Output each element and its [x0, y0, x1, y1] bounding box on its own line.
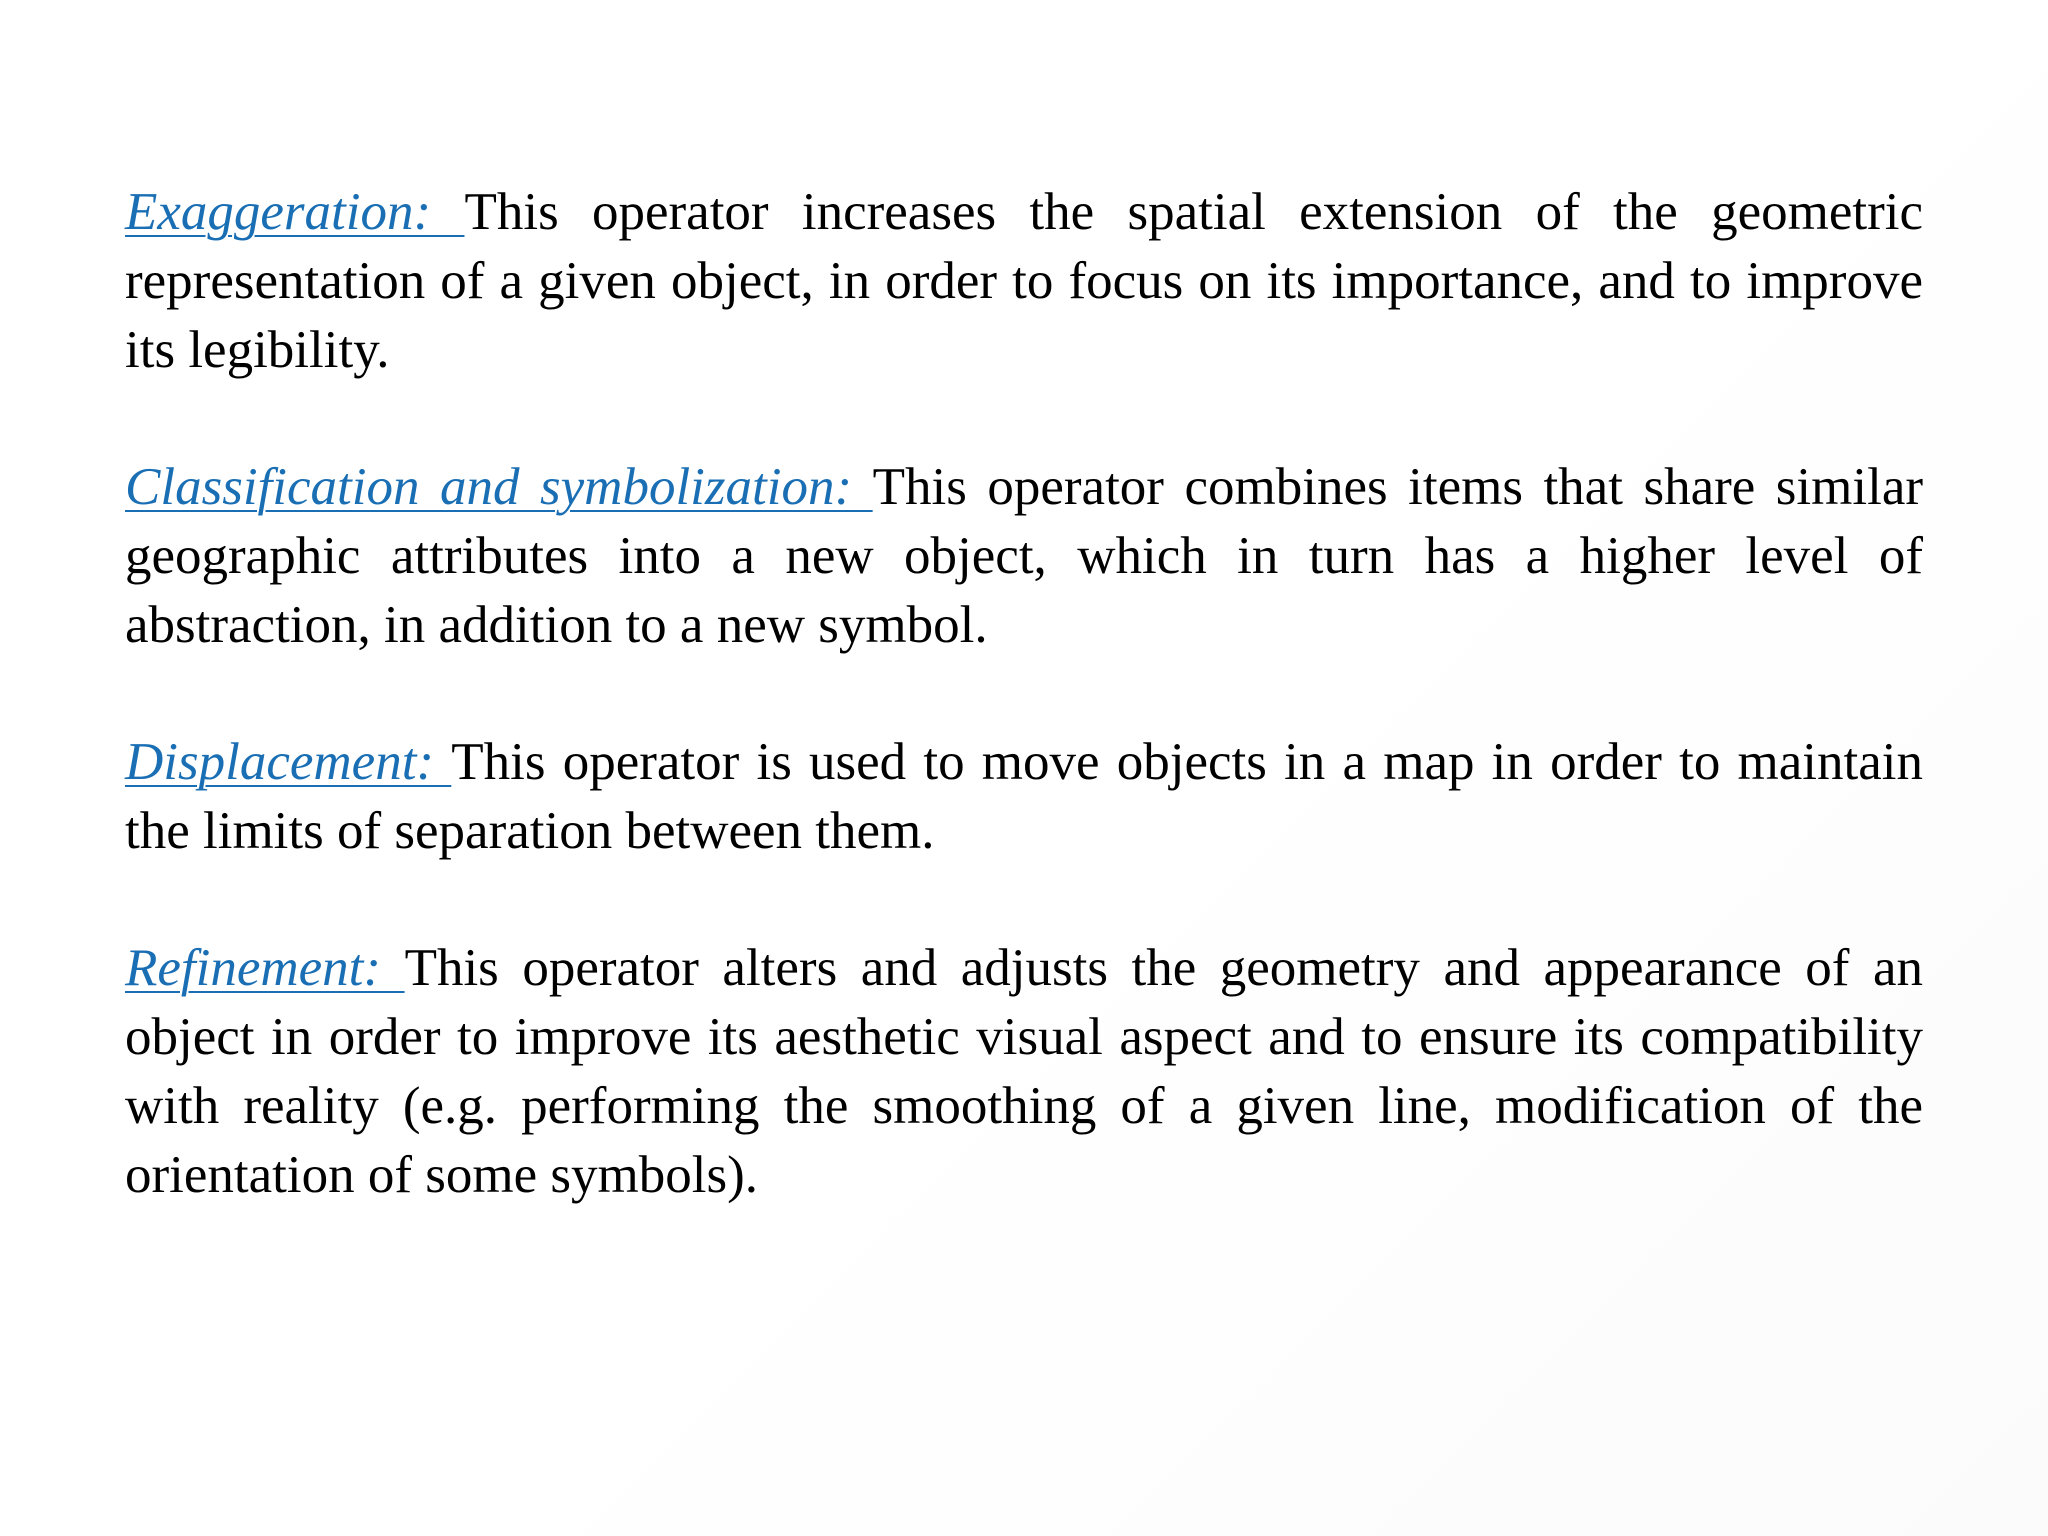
definition-refinement-text: This operator alters and adjusts the geometry and appearance of an object in order to improve its aesthetic visual aspect and to ensure its compatibility with reality (e.g. performing the smoothing of a given line, modification of the orientation of some symbols). [125, 939, 1923, 1204]
term-classification-link[interactable]: Classification and symbolization: [125, 458, 873, 516]
definition-classification-text: This operator combines items that share similar geographic attributes into a new object, which in turn has a higher level of abstraction, in addition to a new symbol. [125, 458, 1923, 654]
definition-refinement [125, 934, 1923, 1210]
term-refinement-link[interactable]: Refinement: [125, 939, 405, 997]
definition-exaggeration-text: This operator increases the spatial extension of the geometric representation of a given object, in order to focus on its importance, and to improve its legibility. [125, 183, 1923, 379]
definition-classification [125, 453, 1923, 660]
term-displacement-link[interactable]: Displacement: [125, 733, 452, 791]
term-exaggeration-link[interactable]: Exaggeration: [125, 183, 465, 241]
definition-displacement-text: This operator is used to move objects in a map in order to maintain the limits of separation between them. [125, 733, 1923, 860]
definition-exaggeration [125, 178, 1923, 385]
definition-displacement [125, 728, 1923, 866]
